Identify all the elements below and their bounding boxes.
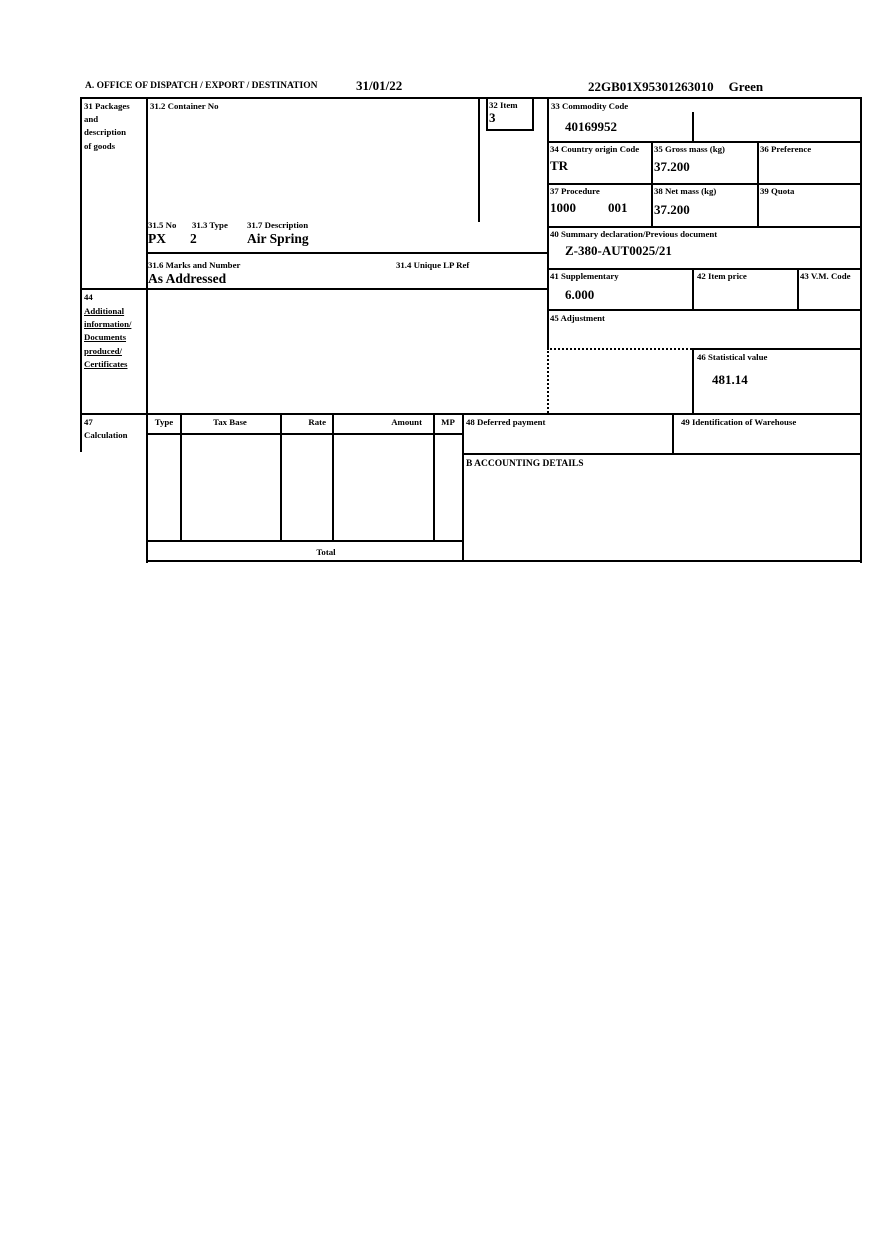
box31-3-value: 2: [190, 231, 197, 246]
box32-label: 32 Item: [489, 100, 518, 110]
box31-label: 31 Packages and description of goods: [84, 101, 130, 151]
box31-5-label: 31.5 No: [148, 220, 177, 230]
box44-label: Additional information/ Documents produced/ Certificates: [84, 306, 132, 369]
calc-col-tax-base: Tax Base: [213, 417, 247, 427]
box46-label: 46 Statistical value: [697, 352, 768, 362]
box37-value: 1000: [550, 200, 576, 215]
routing-channel: Green: [728, 79, 764, 94]
box35-value: 37.200: [654, 159, 690, 174]
accounting-details-label: B ACCOUNTING DETAILS: [466, 459, 584, 469]
calc-col-rate: Rate: [308, 417, 326, 427]
box45-label: 45 Adjustment: [550, 313, 605, 323]
declaration-date: 31/01/22: [356, 78, 403, 93]
dotted-divider: [547, 348, 549, 413]
divider: [146, 97, 148, 563]
calc-col-type: Type: [154, 417, 174, 427]
box34-label: 34 Country origin Code: [550, 144, 640, 154]
box47-name: Calculation: [84, 430, 128, 440]
divider: [80, 97, 82, 452]
box41-value: 6.000: [565, 287, 595, 302]
box37-value2: 001: [608, 200, 628, 215]
divider: [478, 97, 480, 222]
divider: [692, 112, 694, 141]
box37-label: 37 Procedure: [550, 186, 600, 196]
divider: [651, 141, 653, 226]
box41-label: 41 Supplementary: [550, 271, 619, 281]
box31-7-value: Air Spring: [247, 231, 309, 246]
dotted-divider: [547, 348, 692, 350]
divider: [146, 433, 464, 435]
divider: [80, 97, 862, 99]
box40-value: Z-380-AUT0025/21: [565, 243, 672, 258]
box34-value: TR: [550, 158, 569, 173]
box47-number: 47: [84, 417, 93, 427]
movement-reference-group: [588, 79, 763, 95]
box39-label: 39 Quota: [760, 186, 795, 196]
divider: [547, 226, 862, 228]
box31-2-label: 31.2 Container No: [150, 101, 219, 111]
box38-label: 38 Net mass (kg): [654, 186, 717, 196]
movement-reference: 22GB01X95301263010: [588, 79, 714, 94]
box33-value: 40169952: [565, 119, 617, 134]
calc-col-mp: MP: [441, 417, 455, 427]
calc-total-label: Total: [316, 547, 336, 557]
divider: [547, 183, 862, 185]
box48-label: 48 Deferred payment: [466, 417, 546, 427]
box35-label: 35 Gross mass (kg): [654, 144, 725, 154]
box32-value: 3: [489, 110, 496, 125]
divider: [860, 97, 862, 563]
divider: [486, 98, 488, 131]
divider: [547, 141, 862, 143]
box31-4-label: 31.4 Unique LP Ref: [396, 260, 470, 270]
divider: [797, 268, 799, 309]
box31-6-value: As Addressed: [148, 271, 227, 286]
divider: [146, 560, 862, 562]
divider: [692, 268, 694, 309]
box33-label: 33 Commodity Code: [551, 101, 629, 111]
box31-3-label: 31.3 Type: [192, 220, 228, 230]
divider: [692, 348, 694, 413]
box46-value: 481.14: [712, 372, 748, 387]
divider: [486, 129, 534, 131]
divider: [146, 540, 464, 542]
divider: [146, 252, 547, 254]
divider: [672, 413, 674, 453]
box49-label: 49 Identification of Warehouse: [681, 417, 797, 427]
divider: [80, 288, 547, 290]
divider: [692, 348, 862, 350]
box40-label: 40 Summary declaration/Previous document: [550, 229, 718, 239]
office-of-dispatch-label: A. OFFICE OF DISPATCH / EXPORT / DESTINATION: [85, 81, 318, 91]
box44-number: 44: [84, 292, 93, 302]
box31-6-label: 31.6 Marks and Number: [148, 260, 241, 270]
box43-label: 43 V.M. Code: [800, 271, 851, 281]
box42-label: 42 Item price: [697, 271, 747, 281]
box38-value: 37.200: [654, 202, 690, 217]
divider: [547, 309, 862, 311]
divider: [532, 98, 534, 131]
box36-label: 36 Preference: [760, 144, 812, 154]
box31-7-label: 31.7 Description: [247, 220, 309, 230]
box31-5-value: PX: [148, 231, 166, 246]
divider: [757, 141, 759, 226]
divider: [462, 453, 862, 455]
divider: [547, 268, 862, 270]
calc-col-amount: Amount: [391, 417, 422, 427]
